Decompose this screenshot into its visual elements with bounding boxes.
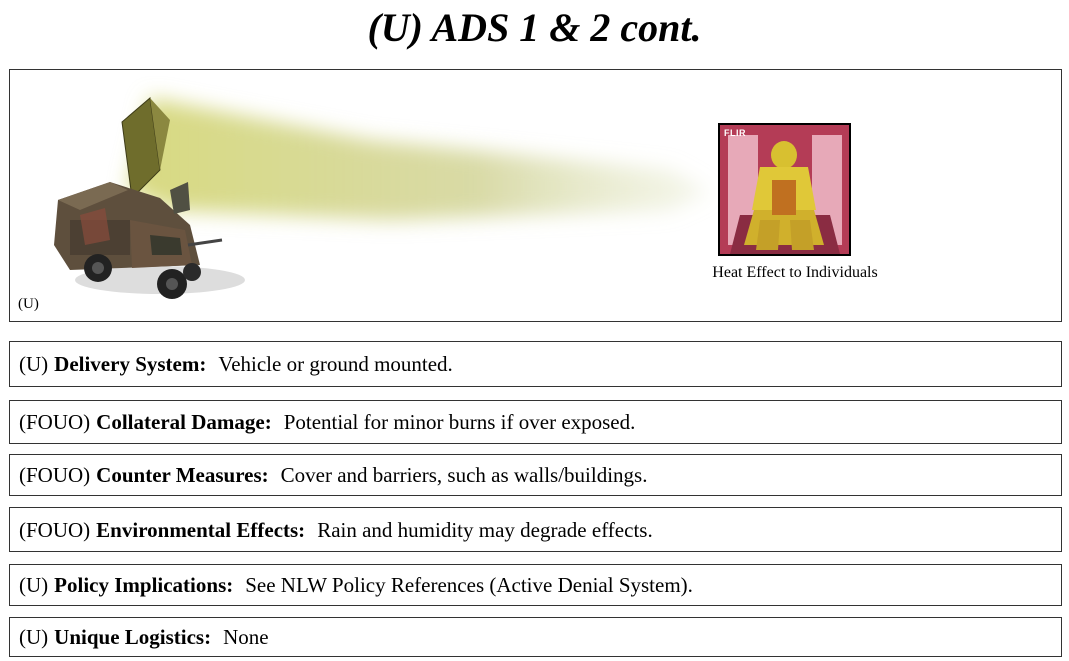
row-marking: (FOUO) xyxy=(19,463,91,487)
row-collateral-damage xyxy=(9,400,1062,444)
row-text: Cover and barriers, such as walls/buildings. xyxy=(280,463,648,487)
row-text: See NLW Policy References (Active Denial System). xyxy=(245,573,693,597)
row-text: None xyxy=(223,625,269,649)
row-delivery-system xyxy=(9,341,1062,387)
row-label: Counter Measures: xyxy=(96,463,269,487)
ads-scene-illustration xyxy=(10,70,1061,321)
energy-beam xyxy=(128,98,710,220)
row-label: Delivery System: xyxy=(54,352,207,376)
row-text: Vehicle or ground mounted. xyxy=(218,352,453,376)
row-policy-implications xyxy=(9,564,1062,606)
row-unique-logistics xyxy=(9,617,1062,657)
row-label: Collateral Damage: xyxy=(96,410,272,434)
row-marking: (U) xyxy=(19,625,49,649)
row-text: Rain and humidity may degrade effects. xyxy=(317,517,653,542)
thermal-caption: Heat Effect to Individuals xyxy=(712,264,878,281)
row-environmental-effects xyxy=(9,507,1062,552)
row-label: Environmental Effects: xyxy=(96,517,306,542)
row-counter-measures xyxy=(9,454,1062,496)
row-label: Unique Logistics: xyxy=(54,625,212,649)
thermal-figure-illustration xyxy=(720,125,849,254)
row-marking: (FOUO) xyxy=(19,517,91,542)
row-marking: (FOUO) xyxy=(19,410,91,434)
row-text: Potential for minor burns if over exposed. xyxy=(283,410,636,434)
row-marking: (U) xyxy=(19,352,49,376)
flir-logo: FLIR xyxy=(724,128,746,138)
figure-panel xyxy=(9,69,1062,322)
thermal-image xyxy=(718,123,851,256)
row-label: Policy Implications: xyxy=(54,573,234,597)
row-marking: (U) xyxy=(19,573,49,597)
figure-classification-marking: (U) xyxy=(18,296,39,312)
page-title: (U) ADS 1 & 2 cont. xyxy=(367,5,702,50)
